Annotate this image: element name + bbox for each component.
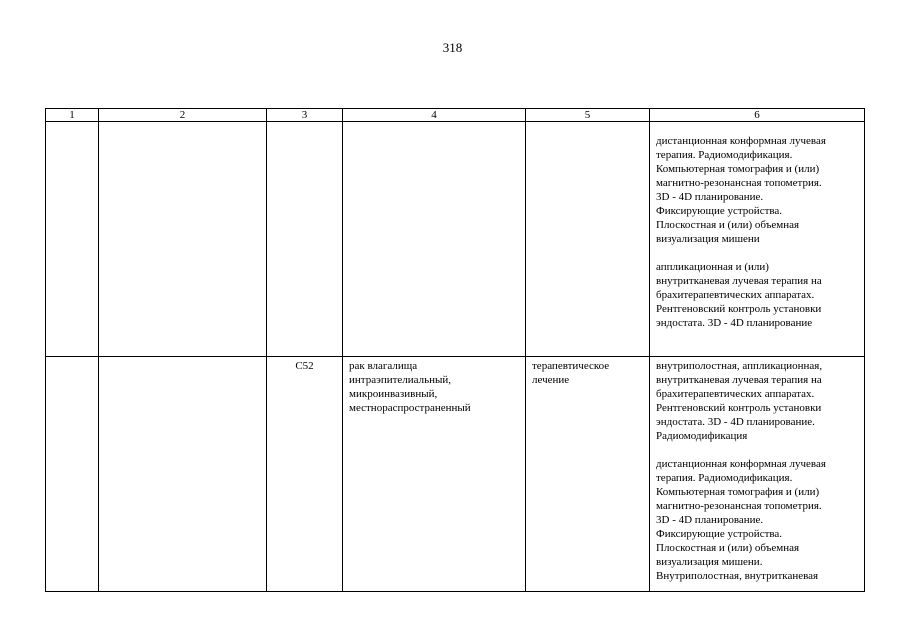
column-header-1: 1 (46, 109, 99, 122)
cell-col2 (99, 122, 267, 357)
cell-col1 (46, 122, 99, 357)
diagnosis-text: рак влагалища интраэпителиальный, микроинвазивный, местнораспространенный (349, 360, 471, 414)
cell-col3 (267, 122, 343, 357)
cell-col6 (650, 122, 865, 357)
column-header-6: 6 (650, 109, 865, 122)
column-header-5: 5 (526, 109, 650, 122)
cell-col1 (46, 357, 99, 592)
table-header-row (46, 109, 865, 122)
method-description-2: аппликационная и (или) внутритканевая лучевая терапия на брахитерапевтических аппаратах. Рентгеновский контроль установки эндостата. 3D - 4D планирование (656, 261, 822, 329)
column-header-4: 4 (343, 109, 526, 122)
medical-care-table (45, 108, 865, 592)
method-description-1: дистанционная конформная лучевая терапия. Радиомодификация. Компьютерная томография и (или) магнитно-резонансная топометрия. 3D - 4D планирование. Фиксирующие устройства. Плоскостная и (или) объемная визуализация мишени (656, 135, 826, 245)
cell-col6 (650, 357, 865, 592)
icd-code: C52 (267, 357, 343, 592)
table-row (46, 122, 865, 357)
cell-col4 (343, 122, 526, 357)
cell-col2 (99, 357, 267, 592)
treatment-type (526, 357, 650, 592)
table-row (46, 357, 865, 592)
method-description-1: внутриполостная, аппликационная, внутритканевая лучевая терапия на брахитерапевтических аппаратах. Рентгеновский контроль установки эндостата. 3D - 4D планирование. Радиомодификация (656, 360, 823, 442)
method-description-2: дистанционная конформная лучевая терапия. Радиомодификация. Компьютерная томография и (или) магнитно-резонансная топометрия. 3D - 4D планирование. Фиксирующие устройства. Плоскостная и (или) объемная визуализация мишени. Внутриполостная, внутритканевая (656, 458, 826, 582)
column-header-3: 3 (267, 109, 343, 122)
treatment-text: терапевтическое лечение (532, 360, 610, 386)
diagnosis-description (343, 357, 526, 592)
cell-col5 (526, 122, 650, 357)
column-header-2: 2 (99, 109, 267, 122)
page-number: 318 (442, 40, 463, 55)
